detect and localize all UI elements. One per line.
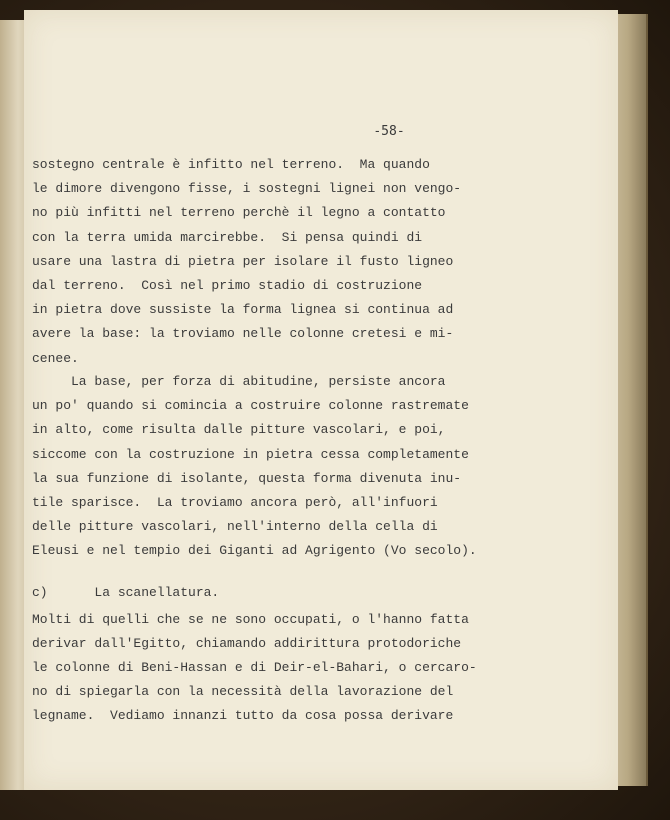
page-number: -58-: [373, 124, 405, 139]
text-line: siccome con la costruzione in pietra cessa completamente: [32, 446, 469, 462]
text-line: sostegno centrale è infitto nel terreno. Ma quando: [32, 157, 430, 172]
text-line: avere la base: la troviamo nelle colonne cretesi e mi-: [32, 326, 454, 342]
text-line: usare una lastra di pietra per isolare il fusto ligneo: [32, 253, 454, 269]
text-line: no di spiegarla con la necessità della lavorazione del: [32, 684, 454, 699]
text-line: un po' quando si comincia a costruire colonne rastremate: [32, 398, 469, 414]
text-line: no più infitti nel terreno perchè il legno a contatto: [32, 205, 446, 221]
text-line: legname. Vediamo innanzi tutto da cosa possa derivare: [32, 708, 454, 723]
text-line: con la terra umida marcirebbe. Si pensa quindi di: [32, 229, 423, 245]
text-line: La base, per forza di abitudine, persiste ancora: [32, 374, 446, 389]
text-line: derivar dall'Egitto, chiamando addirittura protodoriche: [32, 636, 462, 651]
text-line: delle pitture vascolari, nell'interno della cella di: [32, 519, 438, 535]
text-line: in pietra dove sussiste la forma lignea si continua ad: [32, 302, 454, 318]
text-line: cenee.: [32, 350, 79, 366]
text-line: Eleusi e nel tempio dei Giganti ad Agrigento (Vo secolo).: [32, 543, 477, 559]
text-line: Molti di quelli che se ne sono occupati, o l'hanno fatta: [32, 612, 469, 627]
text-line: le dimore divengono fisse, i sostegni lignei non vengo-: [32, 181, 462, 197]
text-line: tile sparisce. La troviamo ancora però, all'infuori: [32, 495, 438, 510]
text-line: la sua funzione di isolante, questa forma divenuta inu-: [32, 470, 462, 486]
text-line: le colonne di Beni-Hassan e di Deir-el-Bahari, o cercaro-: [32, 660, 477, 675]
section-heading: c) La scanellatura.: [32, 585, 220, 600]
text-line: dal terreno. Così nel primo stadio di costruzione: [32, 278, 423, 293]
document-page: [24, 10, 618, 790]
text-line: in alto, come risulta dalle pitture vascolari, e poi,: [32, 422, 446, 438]
